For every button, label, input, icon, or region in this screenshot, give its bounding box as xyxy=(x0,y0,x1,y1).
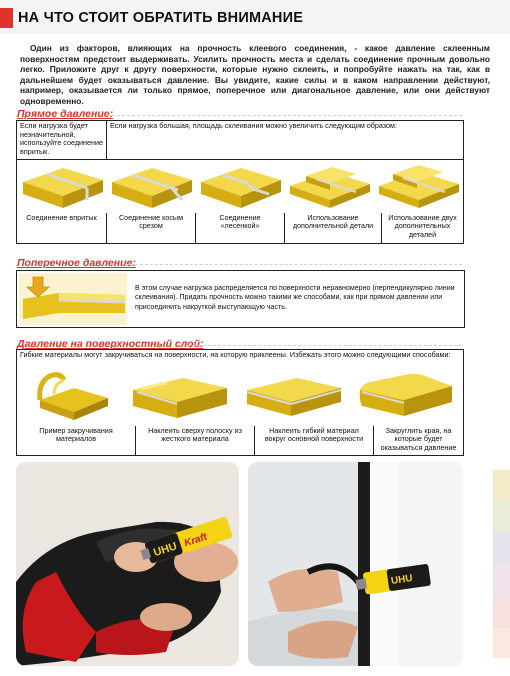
curling-example-illustration xyxy=(24,370,116,424)
transverse-pressure-text: В этом случае нагрузка распределяется по поверхности неравномерно (перпендикулярно линии склеивания). Придать прочность можно такими же способами, как при прямом давлении или присоединить накруткой выступающую часть. xyxy=(135,284,455,311)
page-title: НА ЧТО СТОИТ ОБРАТИТЬ ВНИМАНИЕ xyxy=(18,10,304,26)
caption-butt-joint: Соединение впритык xyxy=(17,213,107,244)
right-tube-brand: UHU xyxy=(390,573,414,587)
rigid-strip-illustration xyxy=(129,370,229,424)
two-extra-parts-joint-illustration xyxy=(375,160,461,210)
section-heading-transverse-pressure: Поперечное давление: xyxy=(17,257,136,269)
bevel-joint-illustration xyxy=(108,160,194,210)
side-swatch xyxy=(493,500,510,532)
table-cell-light-load: Если нагрузка будет незначительной, используйте соединение впритык. xyxy=(17,121,107,160)
window-seal-image xyxy=(248,462,463,666)
divider xyxy=(125,264,462,265)
rounded-edges-illustration xyxy=(356,370,456,424)
surface-illustrations-row xyxy=(17,370,463,424)
side-swatch xyxy=(493,564,510,596)
table-cell-heavy-load: Если нагрузка большая, площадь склеивания можно увеличить следующим образом: xyxy=(107,121,464,160)
joint-illustrations-row xyxy=(17,160,463,210)
wrapped-material-illustration xyxy=(243,370,343,424)
caption-step-joint: Соединение «лесенкой» xyxy=(196,213,285,244)
surface-pressure-intro: Гибкие материалы могут закручиваться на поверхности, на которую приклеены. Избежать этого можно следующими способами: xyxy=(17,350,464,370)
extra-part-joint-illustration xyxy=(286,160,372,210)
caption-rigid-strip: Наклеить сверху полоску из жесткого материала xyxy=(136,426,255,456)
side-swatch xyxy=(493,628,510,658)
section-heading-surface-pressure: Давление на поверхностный слой: xyxy=(17,338,204,350)
caption-bevel-joint: Соединение косым срезом xyxy=(107,213,196,244)
intro-paragraph: Один из факторов, влияющих на прочность клеевого соединения, - какое давление склеенным поверхностям предстоит выдерживать. Усилить прочность места и сделать соединение прочным довольно легко. Приложите друг к другу поверхности, которые нужно склеить, и попробуйте нажать на так, как в дальнейшем будет оказываться давление. Вы увидите, какие силы и в каком направлении действуют, например, оказывается ли только прямое, поперечное или диагональное давление, или они действуют одновременно. xyxy=(20,43,490,106)
caption-two-extra-parts: Использование двух дополнительных деталей xyxy=(382,213,464,244)
surface-pressure-table xyxy=(16,349,464,456)
section-heading-direct-pressure: Прямое давление: xyxy=(17,108,114,120)
caption-rounded-edges: Закруглить края, на которые будет оказываться давление xyxy=(374,426,464,456)
transverse-pressure-box xyxy=(16,270,465,328)
photo-window-seal xyxy=(248,462,463,666)
side-swatch xyxy=(493,596,510,628)
divider xyxy=(112,115,462,116)
photo-shoe-repair xyxy=(16,462,239,666)
direct-pressure-table xyxy=(16,120,464,244)
shoe-repair-image xyxy=(16,462,239,666)
side-swatch xyxy=(493,470,510,500)
butt-joint-illustration xyxy=(19,160,105,210)
caption-wrapped-material: Наклеить гибкий материал вокруг основной поверхности xyxy=(255,426,374,456)
title-accent-bar xyxy=(0,8,13,28)
left-tube-product: Kraft xyxy=(182,531,209,550)
step-joint-illustration xyxy=(197,160,283,210)
side-swatch xyxy=(493,532,510,564)
caption-curling-example: Пример закручивания материалов xyxy=(17,426,136,456)
divider xyxy=(188,345,462,346)
transverse-pressure-illustration xyxy=(19,273,127,325)
caption-extra-part: Использование дополнительной детали xyxy=(285,213,382,244)
left-tube-brand: UHU xyxy=(152,540,179,560)
